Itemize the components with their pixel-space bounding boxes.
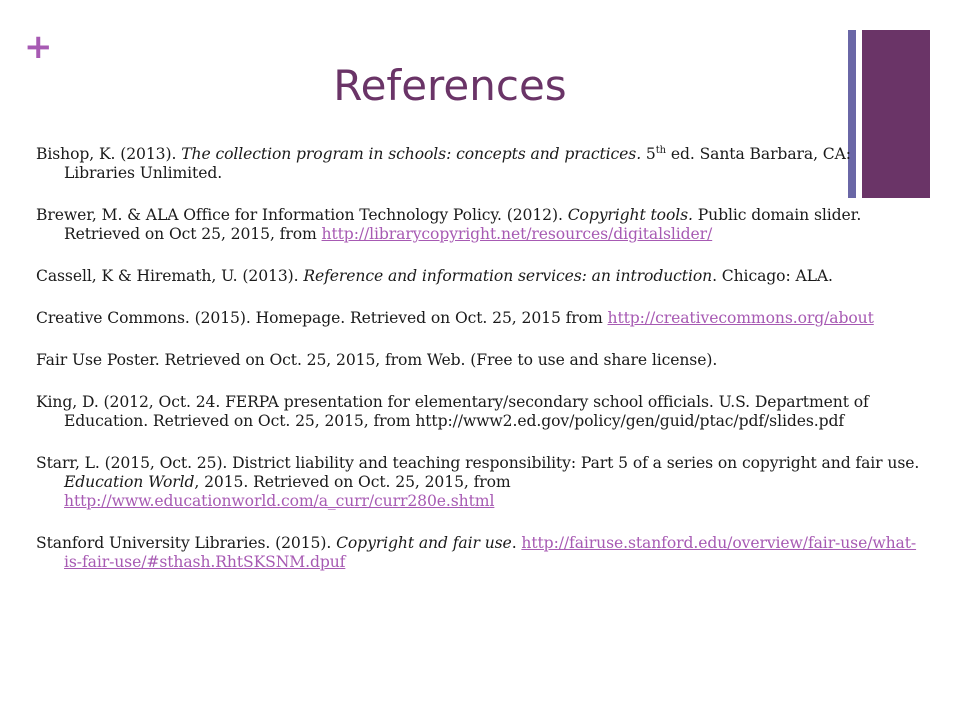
reference-brewer: [36, 206, 920, 244]
ref-text: 5: [641, 145, 656, 163]
slide-title: References: [333, 61, 567, 110]
ref-work-title: The collection program in schools: concepts and practices.: [181, 145, 642, 163]
reference-stanford: [36, 534, 920, 572]
ref-text: ed. Santa Barbara, CA: Libraries Unlimited.: [64, 145, 851, 182]
ref-text: Stanford University Libraries. (2015).: [36, 534, 337, 552]
ref-work-title: Copyright tools.: [567, 206, 693, 224]
ref-link-digitalslider[interactable]: http://librarycopyright.net/resources/digitalslider/: [321, 225, 713, 243]
plus-decoration: +: [24, 27, 53, 67]
reference-cassell: [36, 267, 920, 286]
ref-work-title: Education World: [64, 473, 195, 491]
ref-text: . Chicago: ALA.: [712, 267, 833, 285]
reference-creative-commons: [36, 309, 920, 328]
ref-text: Public domain slider. Retrieved on Oct 25, 2015, from: [64, 206, 862, 243]
ref-superscript: th: [655, 144, 666, 156]
ref-text: .: [511, 534, 522, 552]
ref-work-title: Copyright and fair use: [336, 534, 512, 552]
ref-text: King, D. (2012, Oct. 24. FERPA presentation for elementary/secondary school officials. U.S. Department of Education. Retrieved on Oct. 25, 2015, from http://www2.ed.gov/policy/gen/guid/ptac/pdf/slides.pdf: [36, 393, 869, 430]
ref-link-educationworld[interactable]: http://www.educationworld.com/a_curr/curr280e.shtml: [64, 492, 495, 510]
ref-text: Fair Use Poster. Retrieved on Oct. 25, 2015, from Web. (Free to use and share license).: [36, 351, 718, 369]
reference-fair-use-poster: [36, 351, 920, 370]
reference-king: [36, 393, 920, 431]
ref-text: Cassell, K & Hiremath, U. (2013).: [36, 267, 304, 285]
references-list: [36, 145, 920, 595]
reference-bishop: [36, 145, 920, 183]
reference-starr: [36, 454, 920, 511]
ref-link-creativecommons[interactable]: http://creativecommons.org/about: [607, 309, 874, 327]
ref-text: , 2015. Retrieved on Oct. 25, 2015, from: [194, 473, 511, 491]
ref-text: Brewer, M. & ALA Office for Information Technology Policy. (2012).: [36, 206, 568, 224]
ref-link-stanford-fairuse[interactable]: http://fairuse.stanford.edu/overview/fair-use/what-is-fair-use/#sthash.RhtSKSNM.dpuf: [64, 534, 917, 571]
ref-text: Bishop, K. (2013).: [36, 145, 182, 163]
ref-work-title: Reference and information services: an introduction: [303, 267, 713, 285]
ref-text: Starr, L. (2015, Oct. 25). District liability and teaching responsibility: Part 5 of a series on copyright and fair use.: [36, 454, 920, 472]
ref-text: Creative Commons. (2015). Homepage. Retrieved on Oct. 25, 2015 from: [36, 309, 608, 327]
